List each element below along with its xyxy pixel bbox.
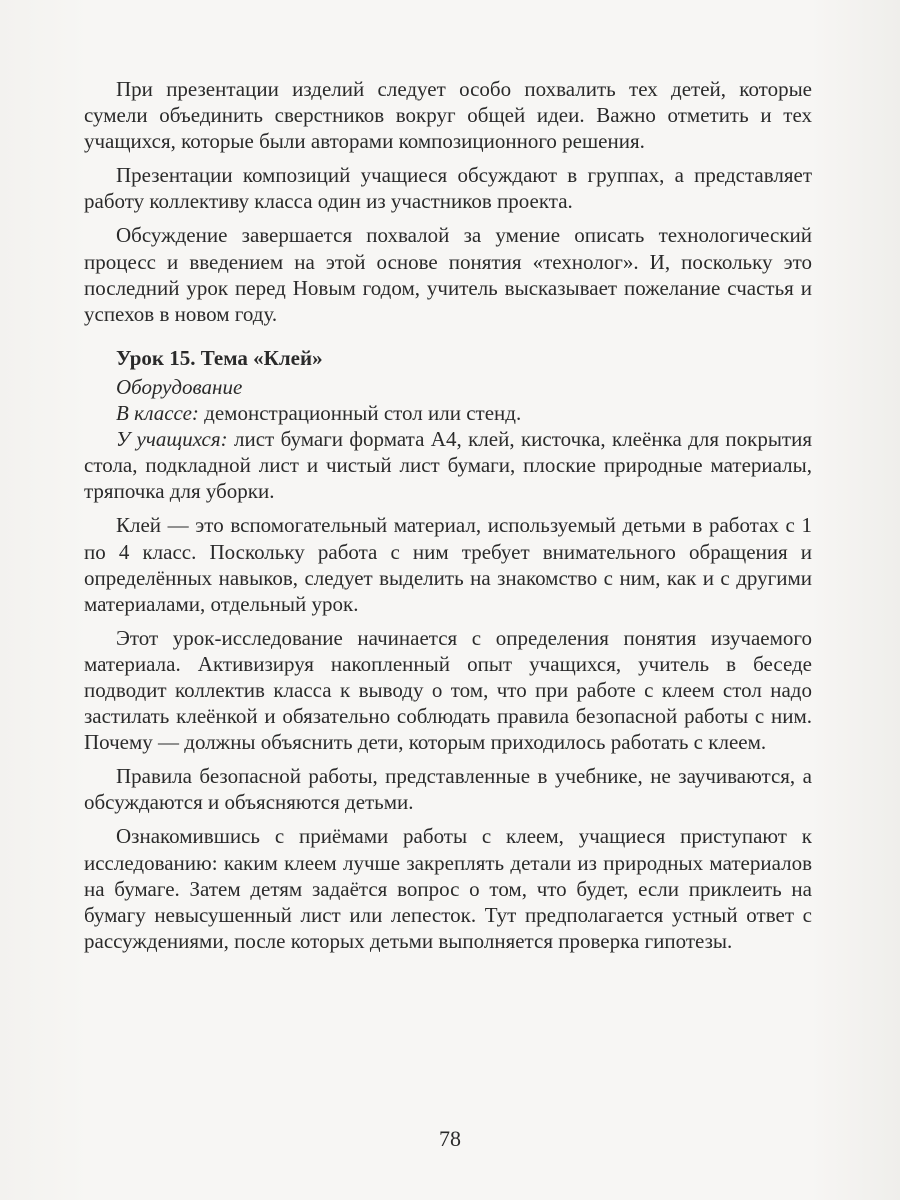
paragraph-glue-intro: Клей — это вспомогательный материал, используемый детьми в работах с 1 по 4 класс. Поскольку работа с ним требует внимательного обращения и определённых навыков, следует выделить на знакомство с ним, как и с другими материалами, отдельный урок. [84, 513, 812, 616]
equipment-title: Оборудование [116, 374, 243, 399]
students-label: У учащихся: [116, 427, 228, 452]
equipment-students [84, 426, 812, 504]
paragraph-discussion-ending: Обсуждение завершается похвалой за умение описать технологический процесс и введением на этой основе понятия «технолог». И, поскольку это последний урок перед Новым годом, учитель высказывает пожелание счастья и успехов в новом году. [84, 223, 812, 326]
lesson-heading: Урок 15. Тема «Клей» [116, 345, 323, 370]
paragraph-research-task: Ознакомившись с приёмами работы с клеем, учащиеся приступают к исследованию: каким клеем лучше закреплять детали из природных материалов на бумаге. Затем детям задаётся вопрос о том, что будет, если приклеить на бумагу невысушенный лист или лепесток. Тут предполагается устный ответ с рассуждениями, после которых детьми выполняется проверка гипотезы. [84, 824, 812, 953]
students-text: лист бумаги формата А4, клей, кисточка, клеёнка для покрытия стола, подкладной лист и чистый лист бумаги, плоские природные материалы, тряпочка для уборки. [84, 427, 813, 504]
in-class-label: В классе: [116, 401, 199, 426]
paragraph-lesson-research: Этот урок-исследование начинается с определения понятия изучаемого материала. Активизируя накопленный опыт учащихся, учитель в беседе подводит коллектив класса к выводу о том, что при работе с клеем стол надо застилать клеёнкой и обязательно соблюдать правила безопасной работы с ним. Почему — должны объяснить дети, которым приходилось работать с клеем. [84, 625, 812, 755]
paragraph-presentation-praise: При презентации изделий следует особо похвалить тех детей, которые сумели объединить сверстников вокруг общей идеи. Важно отметить и тех учащихся, которые были авторами композиционного решения. [84, 77, 812, 154]
page-number: 78 [439, 1126, 461, 1151]
paragraph-presentation-groups: Презентации композиций учащиеся обсуждают в группах, а представляет работу коллективу класса один из участников проекта. [84, 163, 812, 214]
equipment-in-class [84, 400, 812, 426]
paragraph-safety-rules: Правила безопасной работы, представленные в учебнике, не заучиваются, а обсуждаются и объясняются детьми. [84, 764, 812, 815]
page-body [84, 76, 812, 954]
equipment-block [84, 374, 812, 504]
in-class-text: демонстрационный стол или стенд. [204, 401, 522, 426]
